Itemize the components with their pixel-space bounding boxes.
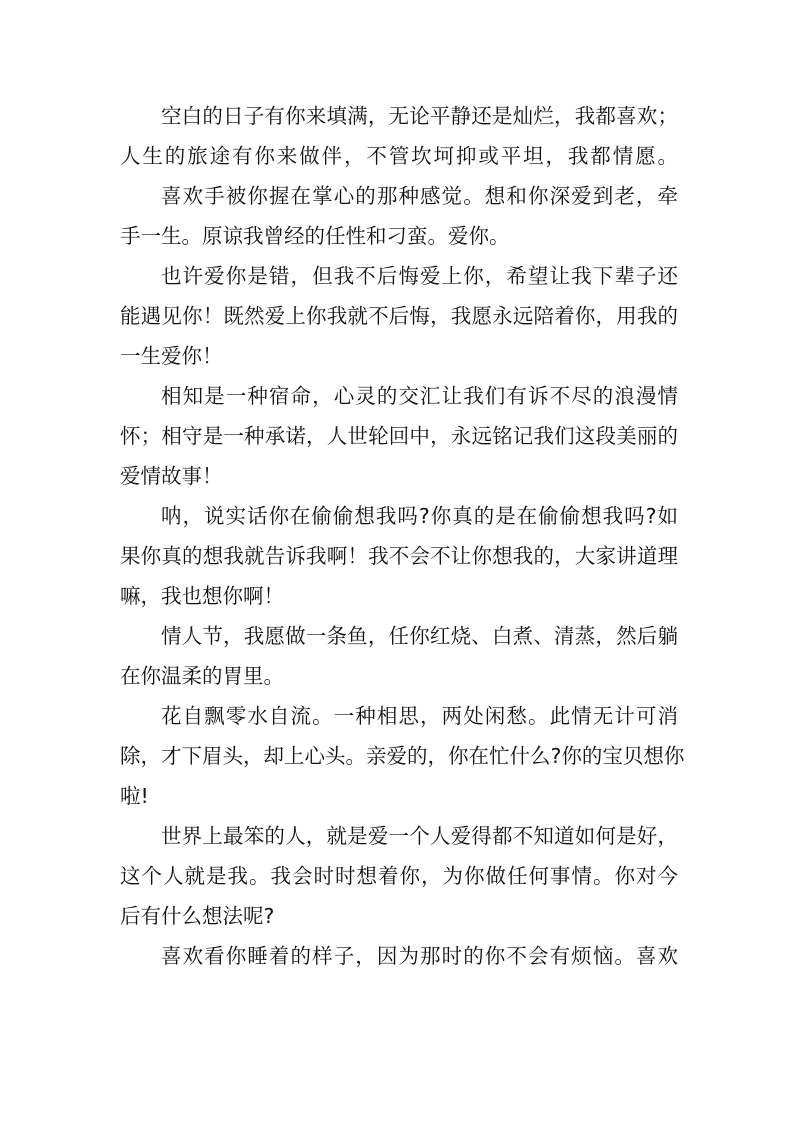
paragraph-8-line-1: 世界上最笨的人，就是爱一个人爱得都不知道如何是好， — [161, 824, 678, 848]
paragraph-5-line-1: 呐，说实话你在偷偷想我吗?你真的是在偷偷想我吗?如 — [161, 504, 678, 528]
paragraph-3-line-2: 能遇见你！既然爱上你我就不后悔，我愿永远陪着你，用我的 — [120, 304, 678, 328]
paragraph-7-line-2: 除，才下眉头，却上心头。亲爱的，你在忙什么?你的宝贝想你 — [120, 744, 685, 768]
paragraph-6-line-2: 在你温柔的胃里。 — [120, 664, 284, 688]
paragraph-7-line-1: 花自飘零水自流。一种相思，两处闲愁。此情无计可消 — [161, 704, 678, 728]
paragraph-4-line-1: 相知是一种宿命，心灵的交汇让我们有诉不尽的浪漫情 — [161, 384, 678, 408]
paragraph-2-line-2: 手一生。原谅我曾经的任性和刁蛮。爱你。 — [120, 224, 510, 248]
paragraph-5-line-3: 嘛，我也想你啊！ — [120, 584, 284, 608]
paragraph-2-line-1: 喜欢手被你握在掌心的那种感觉。想和你深爱到老，牵 — [161, 184, 678, 208]
paragraph-1-line-2: 人生的旅途有你来做伴，不管坎坷抑或平坦，我都情愿。 — [120, 144, 678, 168]
paragraph-6-line-1: 情人节，我愿做一条鱼，任你红烧、白煮、清蒸，然后躺 — [161, 624, 678, 648]
paragraph-7-line-3: 啦! — [120, 784, 149, 808]
paragraph-8-line-2: 这个人就是我。我会时时想着你，为你做任何事情。你对今 — [120, 864, 678, 888]
paragraph-4-line-3: 爱情故事！ — [120, 464, 223, 488]
paragraph-5-line-2: 果你真的想我就告诉我啊！我不会不让你想我的，大家讲道理 — [120, 544, 678, 568]
paragraph-3-line-1: 也许爱你是错，但我不后悔爱上你，希望让我下辈子还 — [161, 264, 678, 288]
paragraph-1-line-1: 空白的日子有你来填满，无论平静还是灿烂，我都喜欢； — [161, 104, 678, 128]
paragraph-4-line-2: 怀；相守是一种承诺，人世轮回中，永远铭记我们这段美丽的 — [120, 424, 678, 448]
paragraph-8-line-3: 后有什么想法呢? — [120, 904, 275, 928]
paragraph-9-line-1: 喜欢看你睡着的样子，因为那时的你不会有烦恼。喜欢 — [161, 944, 678, 968]
paragraph-3-line-3: 一生爱你！ — [120, 344, 223, 368]
